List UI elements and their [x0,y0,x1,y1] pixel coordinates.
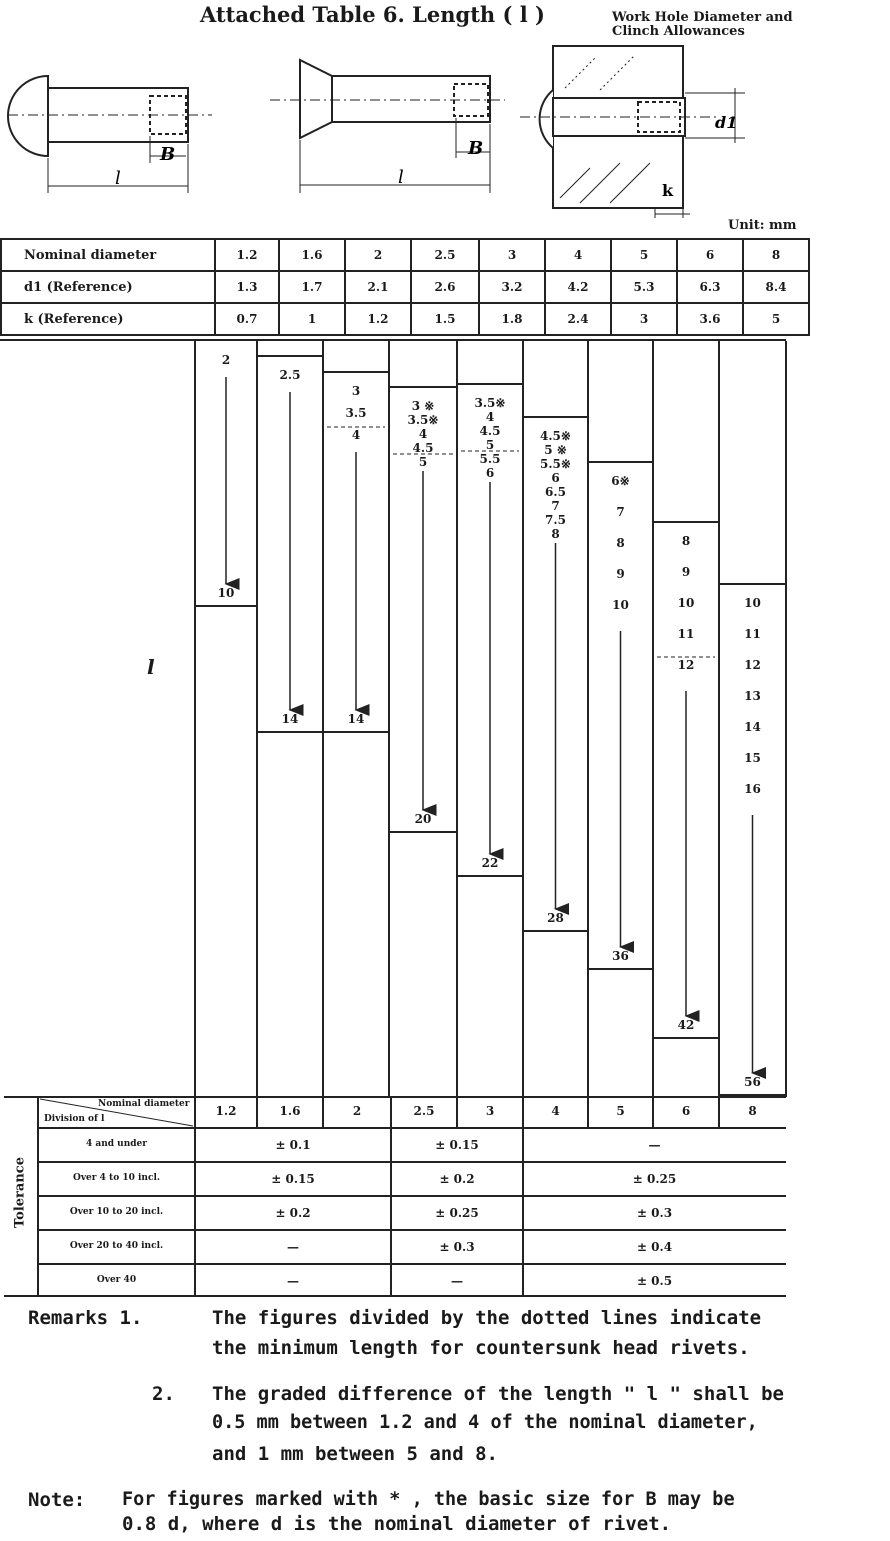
param-cell: 1.5 [411,303,479,335]
length-value: 4 [485,410,495,424]
tolerance-division-label: Over 10 to 20 incl. [69,1207,164,1217]
length-max-value: 10 [217,586,235,600]
length-value: 11 [744,627,761,641]
length-value: 4.5 [412,441,434,455]
length-value: 6 [551,471,560,485]
tolerance-value: ± 0.2 [439,1172,475,1186]
tolerance-diameter-header: 8 [748,1104,757,1118]
length-max-value: 22 [481,856,499,870]
tolerance-value: — [287,1274,299,1288]
tolerance-header-division: Division of l [44,1114,105,1124]
param-cell: 1.8 [479,303,545,335]
length-value: 5.5※ [540,457,571,471]
length-value: 14 [744,720,761,734]
remark-2-line3: and 1 mm between 5 and 8. [212,1443,498,1465]
length-value: 3.5※ [474,396,506,410]
length-value: 8 [616,536,625,550]
tolerance-value: ± 0.15 [271,1172,315,1186]
tolerance-value: — [451,1274,463,1288]
length-value: 9 [616,567,625,581]
param-cell: 6.3 [677,271,743,303]
param-cell: 1.2 [215,239,279,271]
length-axis-label: l [147,655,155,679]
unit-label: Unit: mm [728,218,797,233]
length-value: 10 [744,596,761,610]
tolerance-value: ± 0.2 [275,1206,311,1220]
length-max-value: 14 [347,712,365,726]
param-cell: 3 [611,303,677,335]
tolerance-diameter-header: 2.5 [413,1104,435,1118]
remark-2-line2: 0.5 mm between 1.2 and 4 of the nominal diameter, [212,1412,758,1433]
note-label: Note: [28,1489,86,1511]
param-cell: 2.4 [545,303,611,335]
tolerance-diameter-header: 1.6 [279,1104,301,1118]
length-value: 2 [221,353,231,367]
tolerance-value: ± 0.1 [275,1138,311,1152]
length-value: 13 [744,689,761,703]
param-cell: 1 [279,303,345,335]
param-cell: 5.3 [611,271,677,303]
remark-2-number: 2. [152,1383,175,1405]
remark-2-line1: The graded difference of the length " l " shall be [212,1383,784,1405]
tolerance-value: ± 0.15 [435,1138,479,1152]
length-value: 5.5 [479,452,501,466]
param-cell: 2.5 [411,239,479,271]
param-cell: 1.2 [345,303,411,335]
tolerance-header-diameter: Nominal diameter [98,1099,190,1109]
param-label-k: k (Reference) [1,303,215,335]
tolerance-side-label: Tolerance [12,1157,28,1228]
length-value: 6※ [611,474,630,488]
length-value: 3.5※ [407,413,439,427]
length-value: 12 [744,658,761,672]
tolerance-value: ± 0.3 [439,1240,475,1254]
param-cell: 4 [545,239,611,271]
length-value: 5 ※ [544,443,567,457]
length-max-value: 28 [547,911,564,925]
length-max-value: 36 [612,949,629,963]
param-cell: 3 [479,239,545,271]
remark-1-number: Remarks 1. [28,1307,143,1329]
length-value: 16 [744,782,761,796]
param-cell: 2.1 [345,271,411,303]
length-value: 4 [418,427,428,441]
length-max-value: 42 [677,1018,695,1032]
length-value: 5 [485,438,495,452]
length-max-value: 56 [744,1075,761,1089]
param-label-nominal: Nominal diameter [1,239,215,271]
tolerance-diameter-header: 2 [352,1104,362,1118]
length-value: 11 [677,627,695,641]
length-value: 6.5 [545,485,566,499]
param-cell: 2.6 [411,271,479,303]
tolerance-division-label: Over 40 [96,1275,137,1285]
title-subtitle-line2: Clinch Allowances [612,24,745,39]
length-value: 10 [612,598,629,612]
param-cell: 5 [611,239,677,271]
tolerance-value: — [648,1138,661,1152]
param-cell: 0.7 [215,303,279,335]
tolerance-value: ± 0.25 [632,1172,677,1186]
length-value: 3 [351,384,361,398]
length-value: 5 [418,455,428,469]
length-value: 15 [744,751,761,765]
length-max-value: 20 [414,812,432,826]
note-line1: For figures marked with * , the basic size for B may be [122,1489,735,1510]
diagram-label-k: k [662,181,674,200]
length-value: 9 [681,565,691,579]
title-subtitle-line1: Work Hole Diameter and [612,10,793,25]
param-cell: 1.7 [279,271,345,303]
length-value: 3 ※ [411,399,435,413]
length-value: 12 [677,658,695,672]
tolerance-value: ± 0.5 [636,1274,673,1288]
tolerance-diameter-header: 3 [485,1104,495,1118]
tolerance-value: ± 0.25 [435,1206,479,1220]
tolerance-value: ± 0.4 [636,1240,673,1254]
param-cell: 8 [743,239,809,271]
remark-1-line1: The figures divided by the dotted lines indicate [212,1307,762,1329]
tolerance-division-label: Over 4 to 10 incl. [72,1173,160,1183]
tolerance-diameter-header: 6 [681,1104,691,1118]
diagram-label-b2: B [468,138,484,159]
param-cell: 3.6 [677,303,743,335]
note-line2: 0.8 d, where d is the nominal diameter of rivet. [122,1513,672,1535]
remark-1-line2: the minimum length for countersunk head rivets. [212,1337,750,1359]
tolerance-value: — [287,1240,299,1254]
length-value: 4.5※ [540,429,571,443]
length-value: 7 [616,505,625,519]
param-cell: 3.2 [479,271,545,303]
length-value: 6 [485,466,495,480]
diagram-label-l: l [115,168,121,189]
length-value: 4.5 [479,424,501,438]
diagram-label-l2: l [398,167,404,188]
param-cell: 1.6 [279,239,345,271]
diagram-label-d1: d1 [715,113,738,132]
param-cell: 8.4 [743,271,809,303]
length-value: 8 [551,527,560,541]
length-value: 10 [677,596,695,610]
tolerance-diameter-header: 1.2 [215,1104,237,1118]
tolerance-diameter-header: 4 [551,1104,560,1118]
tolerance-value: ± 0.3 [636,1206,673,1220]
length-value: 8 [681,534,691,548]
tolerance-diameter-header: 5 [616,1104,625,1118]
tolerance-division-label: Over 20 to 40 incl. [69,1241,164,1251]
param-cell: 6 [677,239,743,271]
page-title: Attached Table 6. Length ( l ) [200,2,545,27]
length-value: 7 [551,499,560,513]
param-cell: 4.2 [545,271,611,303]
param-cell: 2 [345,239,411,271]
param-cell: 5 [743,303,809,335]
tolerance-division-label: 4 and under [85,1139,148,1149]
param-label-d1: d1 (Reference) [1,271,215,303]
length-value: 3.5 [345,406,367,420]
length-value: 7.5 [545,513,566,527]
diagram-label-b: B [160,144,176,165]
length-value: 2.5 [279,368,301,382]
length-max-value: 14 [281,712,299,726]
param-cell: 1.3 [215,271,279,303]
length-value: 4 [351,428,361,442]
